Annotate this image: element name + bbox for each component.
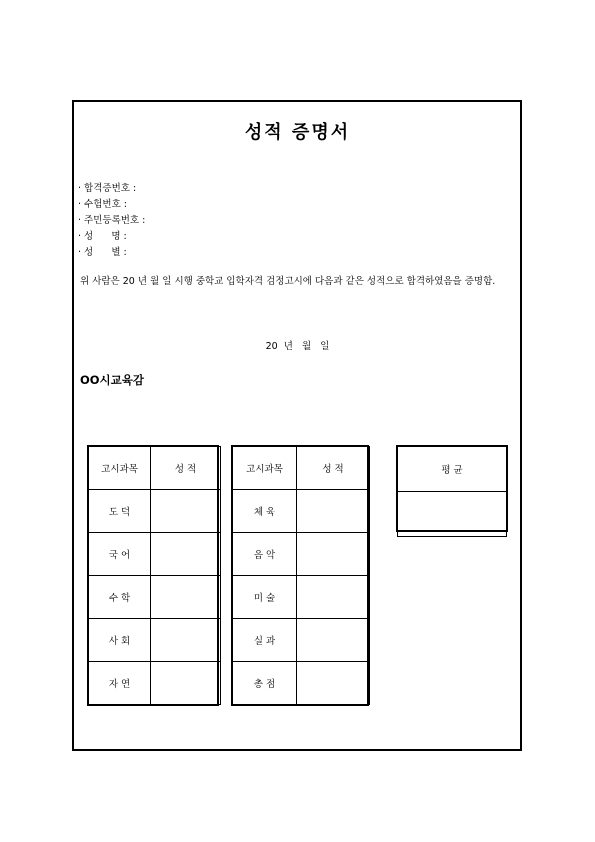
subject-cell: 음 악 — [233, 533, 297, 576]
field-pass-certificate-number: · 합격증번호 : — [78, 183, 137, 194]
score-cell — [151, 662, 221, 705]
grade-table-left — [88, 446, 221, 705]
field-gender: · 성 별 : — [78, 247, 127, 258]
score-cell — [151, 619, 221, 662]
subject-cell: 수 학 — [89, 576, 151, 619]
average-value — [398, 492, 507, 537]
subject-cell: 도 덕 — [89, 490, 151, 533]
average-table — [397, 446, 507, 537]
score-cell — [151, 533, 221, 576]
grade-table-right — [232, 446, 370, 705]
header-score: 성 적 — [297, 447, 370, 490]
field-resident-number: · 주민등록번호 : — [78, 215, 146, 226]
document-title: 성적 증명서 — [244, 122, 351, 143]
subject-cell: 미 술 — [233, 576, 297, 619]
field-exam-number: · 수험번호 : — [78, 199, 127, 210]
issuer-name: OO시교육감 — [80, 373, 144, 387]
subject-cell: 자 연 — [89, 662, 151, 705]
certification-statement: 위 사람은 20 년 월 일 시행 중학교 입학자격 검정고시에 다음과 같은 성적으로 합격하였음을 증명함. — [80, 276, 496, 287]
score-cell — [151, 576, 221, 619]
header-subject: 고시과목 — [233, 447, 297, 490]
subject-cell: 체 육 — [233, 490, 297, 533]
score-cell — [297, 619, 370, 662]
field-name: · 성 명 : — [78, 231, 127, 242]
header-score: 성 적 — [151, 447, 221, 490]
subject-cell: 사 회 — [89, 619, 151, 662]
subject-cell: 국 어 — [89, 533, 151, 576]
header-subject: 고시과목 — [89, 447, 151, 490]
score-cell — [297, 533, 370, 576]
score-cell — [151, 490, 221, 533]
issue-date: 20 년 월 일 — [265, 341, 330, 352]
score-cell — [297, 576, 370, 619]
subject-cell: 실 과 — [233, 619, 297, 662]
score-cell — [297, 490, 370, 533]
subject-cell: 총 점 — [233, 662, 297, 705]
score-cell — [297, 662, 370, 705]
average-header: 평 균 — [398, 447, 507, 492]
